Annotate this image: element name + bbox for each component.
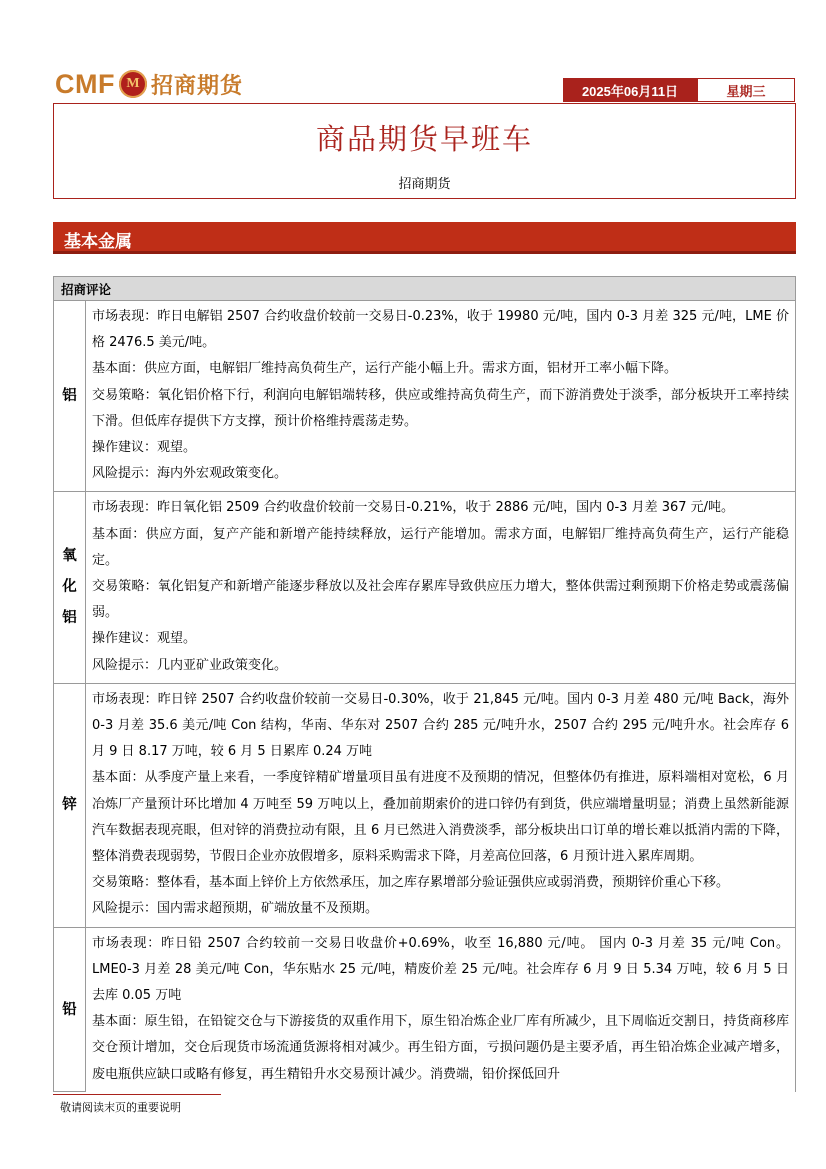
category-aluminum: 铝 bbox=[54, 301, 86, 492]
footer-divider bbox=[53, 1094, 221, 1095]
paragraph: 市场表现：昨日氧化铝 2509 合约收盘价较前一交易日-0.21%，收于 2886 元/吨，国内 0-3 月差 367 元/吨。 bbox=[92, 500, 735, 516]
logo-emblem: M bbox=[119, 70, 147, 98]
paragraph: 基本面：供应方面，复产产能和新增产能持续释放，运行产能增加。需求方面，电解铝厂维持高负荷生产，运行产能稳定。 bbox=[92, 526, 789, 568]
paragraph: 基本面：原生铅，在铅锭交仓与下游接货的双重作用下，原生铅冶炼企业厂库有所减少，且下周临近交割日，持货商移库交仓预计增加，交仓后现货市场流通货源将相对减少。再生铅方面，亏损问题仍是主要矛盾，再生铅冶炼企业减产增多，废电瓶供应缺口或略有修复，再生精铅升水交易预计减少。消费端，铅价探低回升 bbox=[92, 1014, 789, 1082]
category-alumina bbox=[54, 492, 86, 683]
table-row-zinc bbox=[54, 683, 796, 927]
paragraph: 操作建议：观望。 bbox=[92, 440, 197, 456]
category-zinc: 锌 bbox=[54, 683, 86, 927]
paragraph: 交易策略：氧化铝复产和新增产能逐步释放以及社会库存累库导致供应压力增大，整体供需过剩预期下价格走势或震荡偏弱。 bbox=[92, 579, 789, 621]
paragraph: 基本面：从季度产量上来看，一季度锌精矿增量项目虽有进度不及预期的情况，但整体仍有推进，原料端相对宽松，6 月冶炼厂产量预计环比增加 4 万吨至 59 万吨以上，叠加前期索价的进口锌仍有到货，供应端增量明显；消费上虽然新能源汽车数据表现亮眼，但对锌的消费拉动有限，且 6 月已然进入消费淡季，部分板块出口订单的增长难以抵消内需的下降，整体消费表现弱势，节假日企业亦放假增多，原料采购需求下降，月差高位回落，6 月预计进入累库周期。 bbox=[92, 770, 789, 865]
table-row-aluminum bbox=[54, 301, 796, 492]
content-aluminum bbox=[86, 301, 796, 492]
title-box bbox=[53, 103, 796, 199]
paragraph: 交易策略：氧化铝价格下行，利润向电解铝端转移，供应或维持高负荷生产，而下游消费处于淡季，部分板块开工率持续下滑。但低库存提供下方支撑，预计价格维持震荡走势。 bbox=[92, 387, 789, 429]
table-row-lead bbox=[54, 927, 796, 1092]
section-header bbox=[53, 222, 796, 254]
category-lead: 铅 bbox=[54, 927, 86, 1092]
content-zinc bbox=[86, 683, 796, 927]
category-vertical-text: 氧化铝 bbox=[62, 548, 77, 627]
footer-note: 敬请阅读末页的重要说明 bbox=[60, 1101, 181, 1114]
report-date: 2025年06月11日 bbox=[563, 78, 697, 102]
paragraph: 操作建议：观望。 bbox=[92, 631, 197, 647]
company-logo bbox=[55, 64, 243, 104]
paragraph: 市场表现：昨日电解铝 2507 合约收盘价较前一交易日-0.23%，收于 19980 元/吨，国内 0-3 月差 325 元/吨，LME 价格 2476.5 美元/吨。 bbox=[92, 309, 789, 351]
paragraph: 风险提示：海内外宏观政策变化。 bbox=[92, 466, 288, 482]
table-header: 招商评论 bbox=[54, 277, 796, 301]
paragraph: 交易策略：整体看，基本面上锌价上方依然承压，加之库存累增部分验证强供应或弱消费，预期锌价重心下移。 bbox=[92, 875, 730, 891]
table-row-alumina bbox=[54, 492, 796, 683]
content-alumina bbox=[86, 492, 796, 683]
content-lead bbox=[86, 927, 796, 1092]
report-weekday: 星期三 bbox=[697, 78, 795, 102]
commentary-table bbox=[53, 276, 796, 1092]
report-title: 商品期货早班车 bbox=[315, 122, 533, 156]
report-subtitle: 招商期货 bbox=[398, 177, 451, 192]
paragraph: 风险提示：国内需求超预期，矿端放量不及预期。 bbox=[92, 901, 379, 917]
paragraph: 市场表现：昨日铅 2507 合约较前一交易日收盘价+0.69%，收至 16,880 元/吨。 国内 0-3 月差 35 元/吨 Con。LME0-3 月差 28 美元/吨 Con，华东贴水 25 元/吨，精废价差 25 元/吨。社会库存 6 月 9 日 5.34 万吨，较 6 月 5 日去库 0.05 万吨 bbox=[92, 935, 789, 1004]
paragraph: 市场表现：昨日锌 2507 合约收盘价较前一交易日-0.30%，收于 21,845 元/吨。国内 0-3 月差 480 元/吨 Back，海外 0-3 月差 35.6 美元/吨 Con 结构，华南、华东对 2507 合约 285 元/吨升水，2507 合约 295 元/吨升水。社会库存 6 月 9 日 8.17 万吨，较 6 月 5 日累库 0.24 万吨 bbox=[92, 691, 789, 760]
section-title: 基本金属 bbox=[64, 232, 132, 252]
logo-text-en: CMF bbox=[55, 68, 115, 99]
paragraph: 风险提示：几内亚矿业政策变化。 bbox=[92, 657, 288, 673]
table-header-row bbox=[54, 277, 796, 301]
paragraph: 基本面：供应方面，电解铝厂维持高负荷生产，运行产能小幅上升。需求方面，铝材开工率小幅下降。 bbox=[92, 361, 678, 377]
logo-text-cn: 招商期货 bbox=[150, 72, 243, 99]
